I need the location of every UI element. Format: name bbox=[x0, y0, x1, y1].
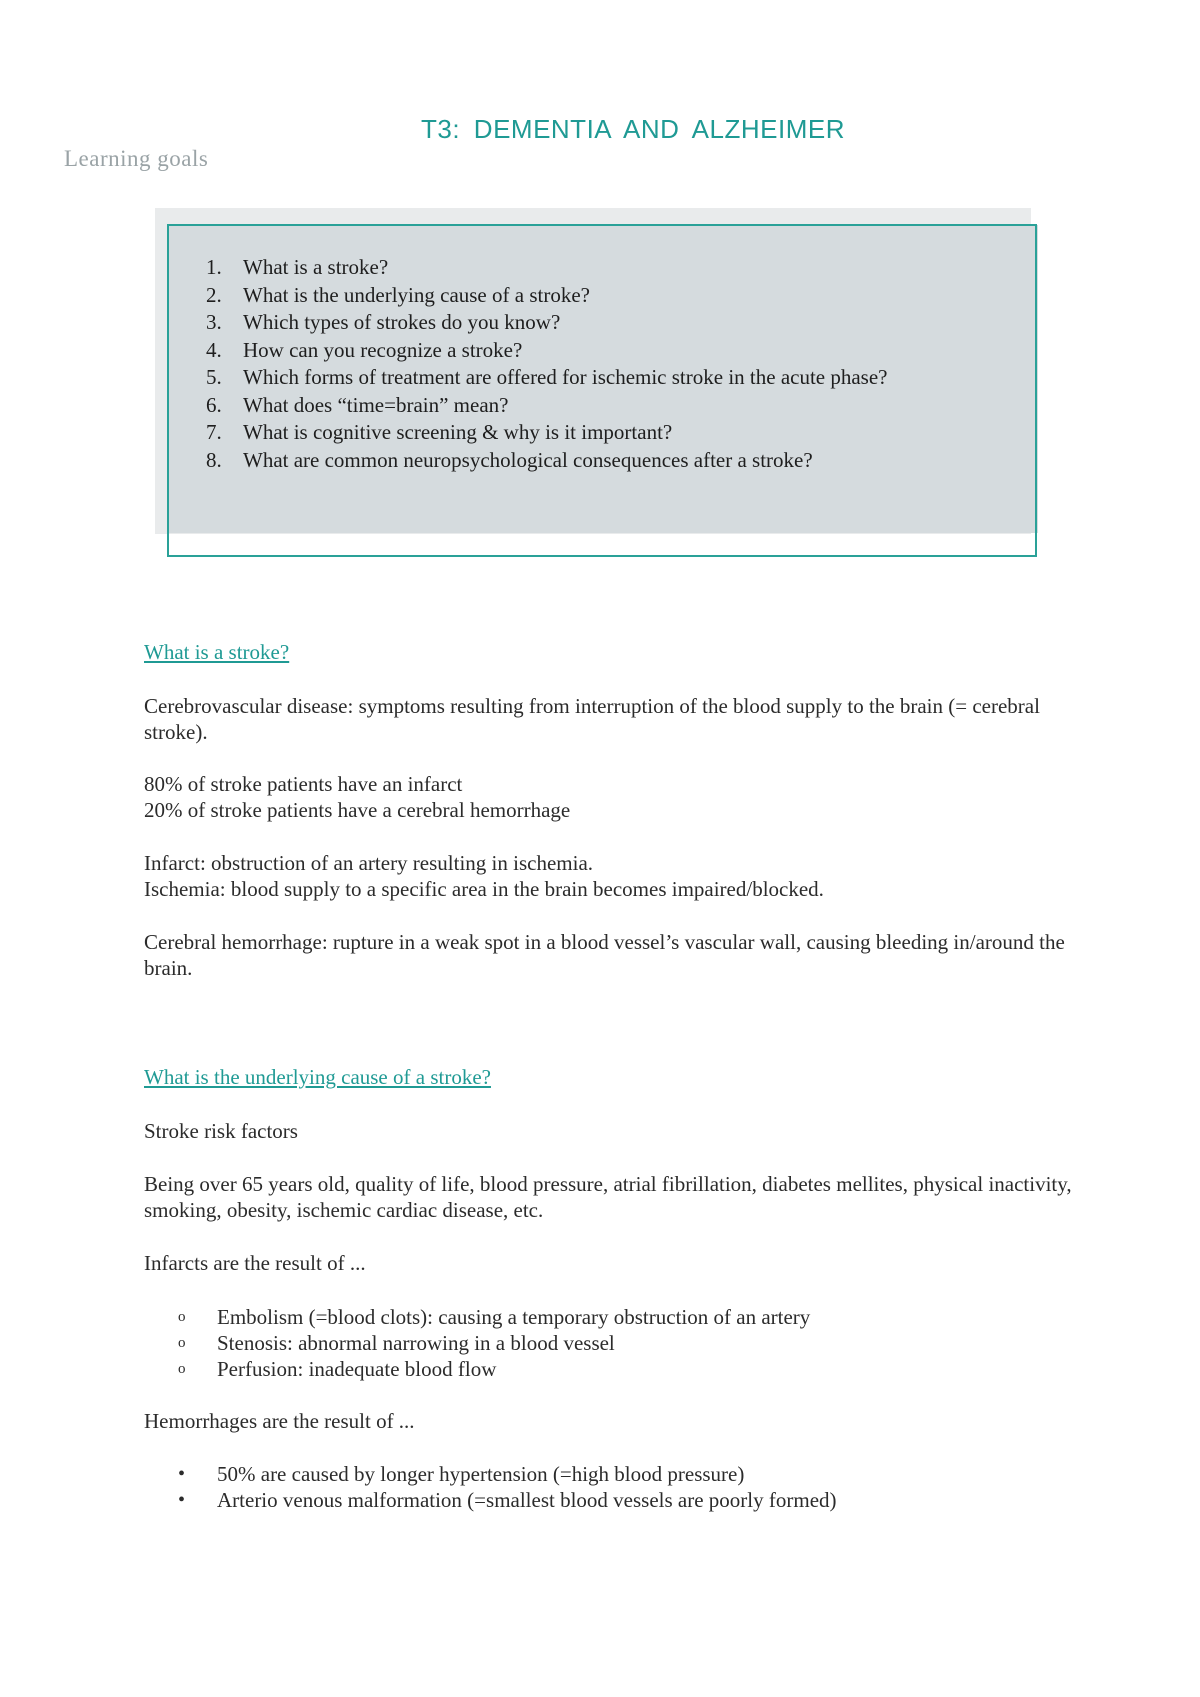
item-text: Arterio venous malformation (=smallest blood vessels are poorly formed) bbox=[217, 1488, 837, 1512]
list-item bbox=[206, 447, 1006, 475]
bullet-icon: • bbox=[178, 1463, 186, 1485]
item-number: 1. bbox=[206, 255, 222, 279]
list-item bbox=[206, 309, 1006, 337]
item-text: Which forms of treatment are offered for ischemic stroke in the acute phase? bbox=[243, 365, 888, 389]
learning-goals-label: Learning goals bbox=[64, 146, 209, 171]
section-heading-what-is-stroke[interactable]: What is a stroke? bbox=[144, 640, 290, 664]
infarct-definition-line: Infarct: obstruction of an artery resulting in ischemia. bbox=[144, 851, 594, 875]
paragraph-infarct-definition bbox=[144, 851, 1084, 902]
paragraph-cerebral-hemorrhage: Cerebral hemorrhage: rupture in a weak spot in a blood vessel’s vascular wall, causing bleeding in/around the brain. bbox=[144, 930, 1065, 980]
item-number: 7. bbox=[206, 420, 222, 444]
item-text: Perfusion: inadequate blood flow bbox=[217, 1357, 497, 1381]
item-text: What is the underlying cause of a stroke? bbox=[243, 282, 590, 307]
item-text: Embolism (=blood clots): causing a temporary obstruction of an artery bbox=[217, 1305, 811, 1329]
infarct-causes-list bbox=[178, 1304, 810, 1382]
item-text: What does “time=brain” mean? bbox=[243, 392, 509, 417]
learning-goals-list bbox=[206, 254, 1006, 474]
bullet-icon: • bbox=[178, 1489, 186, 1511]
document-title: T3: DEMENTIA AND ALZHEIMER bbox=[421, 114, 845, 144]
list-item bbox=[206, 364, 1006, 392]
infarcts-intro: Infarcts are the result of ... bbox=[144, 1251, 366, 1275]
list-item bbox=[206, 337, 1006, 365]
hollow-bullet-icon: o bbox=[178, 1309, 186, 1325]
paragraph-cerebrovascular: Cerebrovascular disease: symptoms resulting from interruption of the blood supply to the brain (= cerebral stroke). bbox=[144, 694, 1040, 744]
item-text: What is a stroke? bbox=[243, 255, 389, 279]
item-number: 3. bbox=[206, 310, 222, 334]
list-item bbox=[206, 282, 1006, 310]
risk-factors-title: Stroke risk factors bbox=[144, 1119, 298, 1143]
hemorrhage-percent-line: 20% of stroke patients have a cerebral hemorrhage bbox=[144, 797, 571, 822]
ischemia-definition-line: Ischemia: blood supply to a specific area in the brain becomes impaired/blocked. bbox=[144, 876, 824, 901]
item-number: 6. bbox=[206, 392, 222, 417]
item-number: 2. bbox=[206, 282, 222, 307]
paragraph-risk-factors: Being over 65 years old, quality of life, blood pressure, atrial fibrillation, diabetes mellites, physical inactivity, smoking, obesity, ischemic cardiac disease, etc. bbox=[144, 1172, 1072, 1222]
list-item bbox=[206, 254, 1006, 282]
section-heading-underlying-cause[interactable]: What is the underlying cause of a stroke? bbox=[144, 1065, 491, 1089]
list-item bbox=[178, 1461, 837, 1487]
item-text: Stenosis: abnormal narrowing in a blood vessel bbox=[217, 1331, 615, 1355]
item-text: 50% are caused by longer hypertension (=high blood pressure) bbox=[217, 1462, 745, 1486]
item-text: What are common neuropsychological consequences after a stroke? bbox=[243, 447, 813, 472]
hollow-bullet-icon: o bbox=[178, 1361, 186, 1377]
hollow-bullet-icon: o bbox=[178, 1335, 186, 1351]
paragraph-infarct-percent bbox=[144, 772, 1084, 823]
item-text: How can you recognize a stroke? bbox=[243, 337, 523, 362]
infarct-percent-line: 80% of stroke patients have an infarct bbox=[144, 772, 463, 796]
item-number: 5. bbox=[206, 365, 222, 389]
list-item bbox=[178, 1330, 810, 1356]
list-item bbox=[178, 1356, 810, 1382]
item-number: 8. bbox=[206, 447, 222, 472]
item-text: What is cognitive screening & why is it important? bbox=[243, 420, 673, 444]
list-item bbox=[206, 419, 1006, 447]
list-item bbox=[206, 392, 1006, 420]
item-number: 4. bbox=[206, 337, 222, 362]
hemorrhages-intro: Hemorrhages are the result of ... bbox=[144, 1409, 415, 1433]
hemorrhage-causes-list bbox=[178, 1461, 837, 1513]
list-item bbox=[178, 1487, 837, 1513]
item-text: Which types of strokes do you know? bbox=[243, 310, 561, 334]
list-item bbox=[178, 1304, 810, 1330]
